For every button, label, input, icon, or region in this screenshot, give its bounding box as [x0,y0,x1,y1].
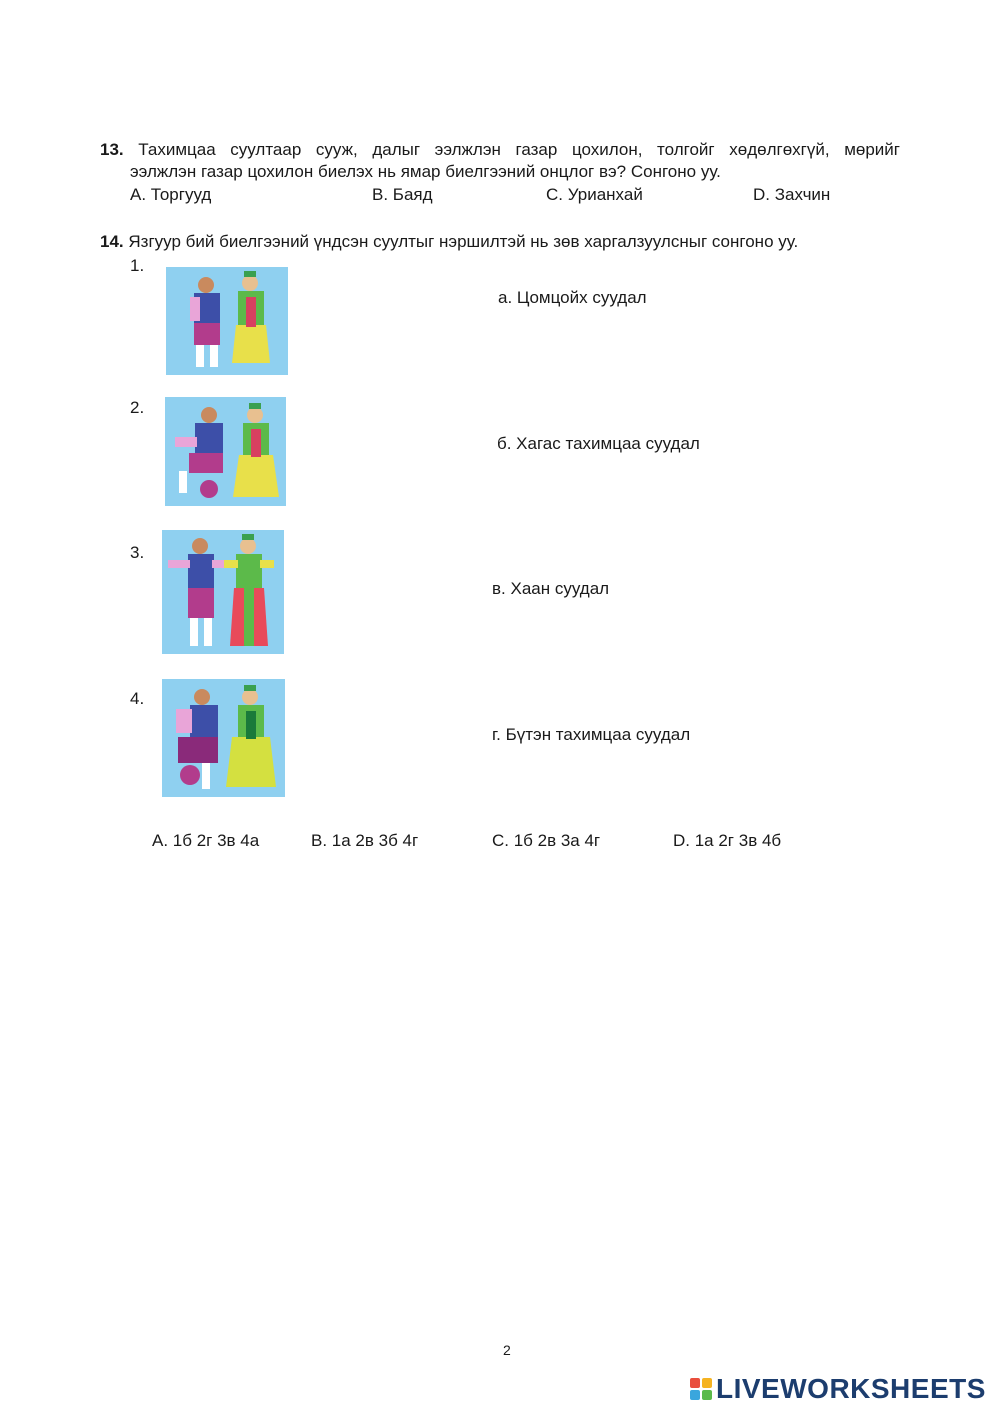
dance-pose-image-1 [166,267,288,375]
logo-text: LIVEWORKSHEETS [716,1373,986,1404]
q14-item-4-number: 4. [130,689,145,708]
q14-match-d: г. Бүтэн тахимцаа суудал [492,725,691,744]
q14-match-a: а. Цомцойх суудал [498,288,647,307]
q13-text-line2: ээлжлэн газар цохилон биелэх нь ямар биелгээний онцлог вэ? Сонгоно уу. [130,162,721,181]
q14-question-text: Язгуур бий биелгээний үндсэн суултыг нэршилтэй нь зөв харгалзуулсныг сонгоно уу. [128,232,799,251]
q14-answer-d[interactable]: D. 1а 2г 3в 4б [673,831,782,850]
q13-line1-text: Тахимцаа суултаар сууж, далыг ээлжлэн газар цохилон, толгойг хөдөлгөхгүй, мөрийг [138,140,900,159]
q13-option-b[interactable]: B. Баяд [372,185,433,204]
q13-option-c[interactable]: C. Урианхай [546,185,643,204]
q13-number: 13. [100,140,124,159]
q14-match-b: б. Хагас тахимцаа суудал [497,434,700,453]
q14-text [100,231,798,253]
q14-item-1-number: 1. [130,256,145,275]
page-number: 2 [503,1342,511,1358]
liveworksheets-logo [690,1373,986,1405]
q14-number: 14. [100,232,124,251]
dance-pose-image-3 [162,530,284,654]
q14-answer-c[interactable]: C. 1б 2в 3а 4г [492,831,601,850]
q14-match-c: в. Хаан суудал [492,579,610,598]
logo-mark-icon [690,1378,712,1400]
q14-answer-b[interactable]: B. 1а 2в 3б 4г [311,831,419,850]
q14-item-2-number: 2. [130,398,145,417]
q14-answer-a[interactable]: A. 1б 2г 3в 4а [152,831,260,850]
dance-pose-image-4 [162,679,285,797]
q14-item-3-number: 3. [130,543,145,562]
dance-pose-image-2 [165,397,286,506]
q13-text-line1 [100,139,900,161]
q13-option-a[interactable]: А. Торгууд [130,185,212,204]
q13-option-d[interactable]: D. Захчин [753,185,831,204]
